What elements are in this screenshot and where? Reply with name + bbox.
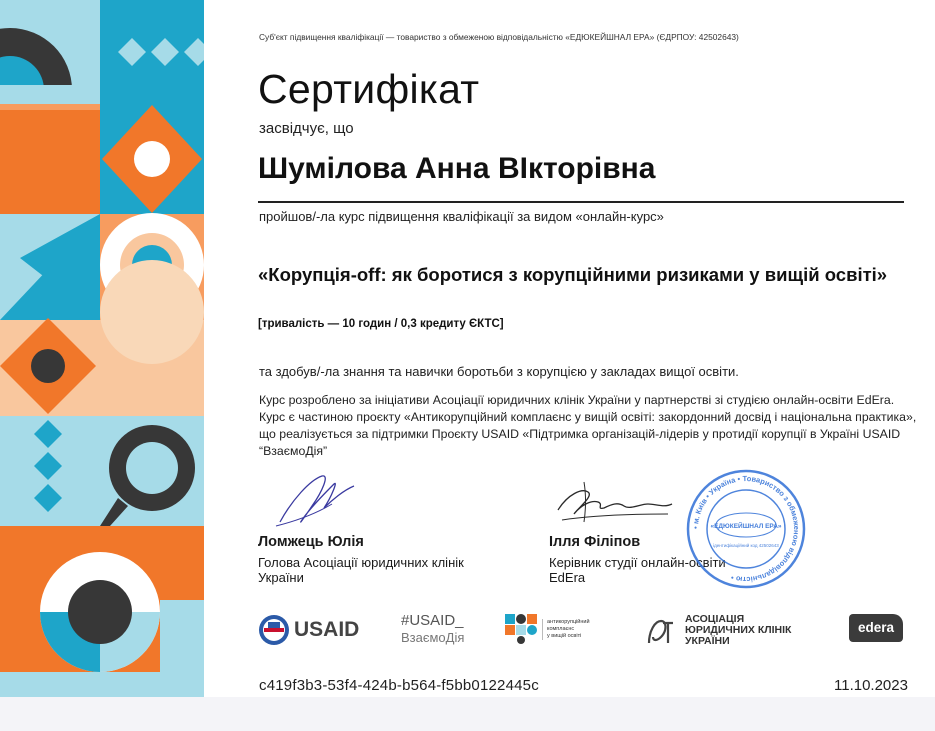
name-underline (258, 201, 904, 203)
seal-ring-text: • м. Київ • Україна • Товариство з обмеженою відповідальністю • (690, 473, 802, 585)
recipient-name: Шумілова Анна ВІкторівна (258, 152, 656, 185)
certificate-title: Сертифікат (258, 66, 480, 112)
signature-lomzhets (272, 470, 362, 532)
usaid-seal-icon (258, 614, 290, 646)
bottom-strip (0, 697, 935, 731)
signatory-role-1: Голова Асоціації юридичних клінік України (258, 555, 464, 585)
course-title: «Корупція-off: як боротися з корупційними ризиками у вищій освіті» (258, 264, 888, 285)
anti-line-3: у вищій освіті (547, 632, 582, 639)
usaid-logo (258, 614, 359, 646)
hashtag-top: #USAID_ (401, 612, 464, 629)
legal-clinics-association-logo (645, 614, 791, 647)
seal-center-name: «ЕДЮКЕЙШНАЛ ЕРА» (710, 523, 782, 530)
acquired-skills-text: та здобув/-ла знання та навички боротьби з корупцією у закладах вищої освіти. (259, 364, 739, 379)
certificate-id: c419f3b3-53f4-424b-b564-f5bb0122445c (259, 677, 539, 694)
course-duration: [тривалість — 10 годин / 0,3 кредиту ЄКТС] (258, 318, 504, 330)
certificate-date: 11.10.2023 (834, 677, 908, 694)
anti-line-1: антикорупційний (547, 618, 590, 625)
anti-line-2: комплаєнс (547, 625, 575, 632)
seal-code: ідентифікаційний код 42502643 (713, 543, 779, 548)
assoc-line-2: ЮРИДИЧНИХ КЛІНІК (685, 624, 792, 636)
assoc-line-1: АСОЦІАЦІЯ (685, 613, 745, 625)
compliance-mosaic-icon (505, 614, 537, 644)
signatory-name-1: Ломжець Юлія (258, 534, 364, 550)
edera-logo: edera (849, 614, 903, 642)
signatory-name-2: Ілля Філіпов (549, 534, 641, 550)
certifies-text: засвідчує, що (259, 120, 354, 137)
assoc-line-3: УКРАЇНИ (685, 635, 730, 647)
hashtag-bottom: ВзаємоДія (401, 630, 465, 645)
anticorruption-compliance-logo (505, 614, 617, 644)
association-monogram-icon (645, 615, 677, 647)
company-seal (684, 467, 808, 591)
vzaiemodiia-logo (401, 612, 464, 646)
usaid-wordmark: USAID (294, 618, 360, 641)
course-description: Курс розроблено за ініціативи Асоціації юридичних клінік України у партнерстві зі студією онлайн-освіти EdEra. Курс є частиною проєкту «Антикорупційний комплаєнс у вищій освіті: закордонний досвід і національна практика», що реалізується за підтримки Проєкту USAID «Підтримка організацій-лідерів у протидії корупції в Україні USAID “ВзаємоДія” (259, 393, 917, 458)
signature-filipov (548, 474, 678, 530)
signatory-role-2: Керівник студії онлайн-освіти EdEra (549, 555, 726, 585)
decorative-sidebar (0, 0, 204, 697)
issuer-subject-line: Суб'єкт підвищення кваліфікації — товариство з обмеженою відповідальністю «ЕДЮКЕЙШНАЛ ЕРА» (ЄДРПОУ: 42502643) (259, 32, 739, 42)
completion-text: пройшов/-ла курс підвищення кваліфікації за видом «онлайн-курс» (259, 209, 664, 224)
